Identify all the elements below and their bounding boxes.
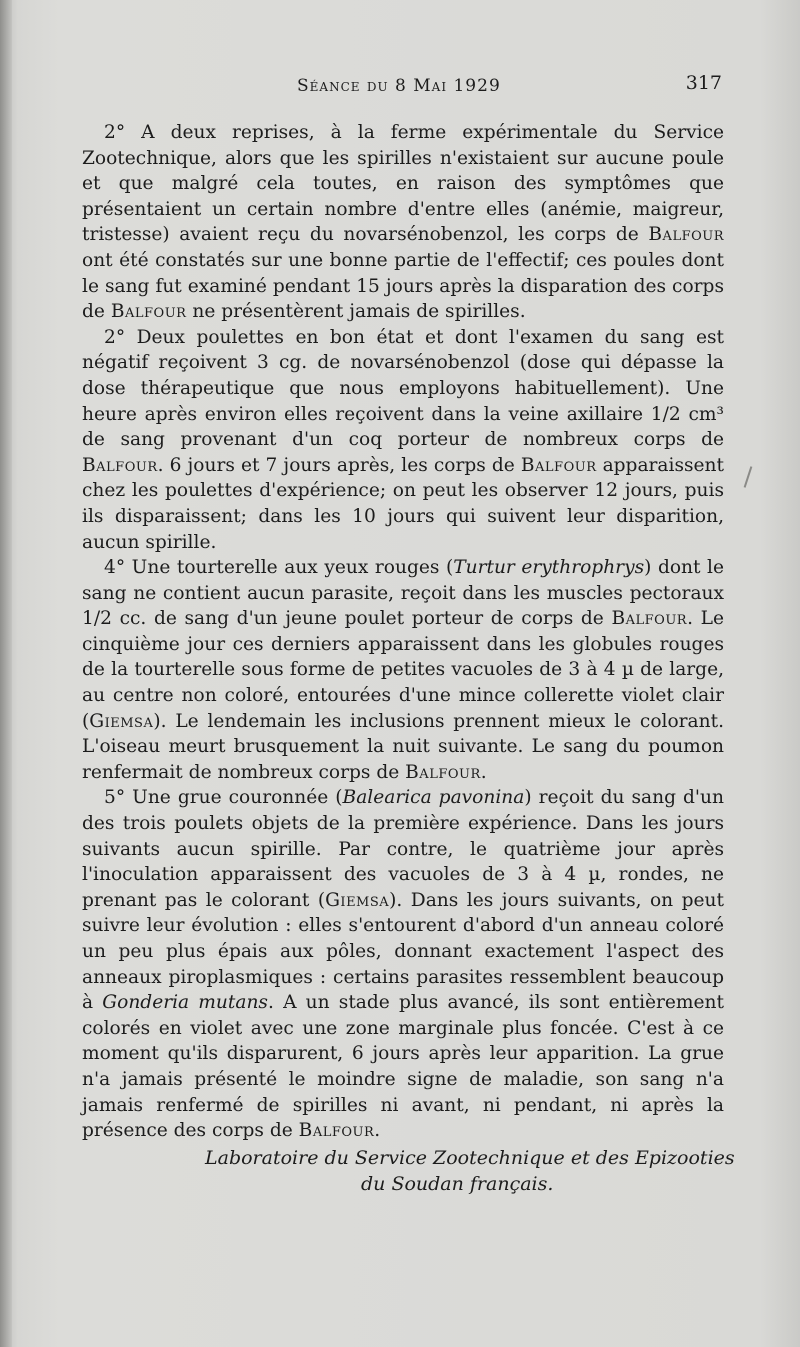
text-run: 5° Une grue couronnée ( bbox=[104, 787, 343, 809]
paragraph bbox=[82, 785, 724, 1143]
running-head bbox=[82, 72, 722, 106]
page-spine-shadow bbox=[0, 0, 12, 1347]
species-name: Balearica pavonina bbox=[342, 787, 525, 809]
author-name: Balfour bbox=[298, 1120, 375, 1142]
text-run: 2° Deux poulettes en bon état et dont l'examen du sang est négatif reçoivent 3 cg. de novarsénobenzol (dose qui dépasse la dose thérapeutique que nous employons habituellement). Une heure après environ elles reçoivent dans la veine axillaire 1/2 cm³ de sang provenant d'un coq porteur de nombreux corps de bbox=[82, 326, 724, 451]
author-name: Balfour bbox=[110, 301, 187, 323]
text-run: ne présentèrent jamais de spirilles. bbox=[186, 301, 526, 323]
text-run: ) dont le sang ne contient aucun parasite, reçoit dans les muscles pectoraux 1/2 cc. de sang d'un jeune poulet porteur de corps de bbox=[82, 557, 724, 630]
author-name: Giemsa bbox=[325, 889, 390, 911]
text-run: 4° Une tourterelle aux yeux rouges ( bbox=[104, 557, 454, 579]
signature-line-2: du Soudan français. bbox=[361, 1173, 554, 1195]
author-name: Balfour bbox=[405, 761, 481, 783]
author-name: Balfour bbox=[82, 454, 158, 476]
species-name: Gonderia mutans bbox=[102, 992, 268, 1014]
text-run: . bbox=[480, 761, 487, 783]
text-run: ont été constatés sur une bonne partie de l'effectif; ces poules dont le sang fut examiné pendant 15 jours après la disparation des corps de bbox=[82, 249, 724, 323]
author-name: Balfour bbox=[611, 608, 688, 630]
text-run: ) reçoit du sang d'un des trois poulets objets de la première expérience. Dans les jours suivants aucun spirille. Par contre, le quatrième jour après l'inoculation apparaissent des vacuoles de 3 à 4 µ, rondes, ne prenant pas le colorant ( bbox=[82, 787, 724, 911]
text-run: . bbox=[374, 1120, 381, 1142]
author-name: Giemsa bbox=[89, 710, 154, 732]
page-number: 317 bbox=[685, 72, 722, 94]
author-name: Balfour bbox=[648, 224, 724, 246]
body-text bbox=[82, 120, 724, 1144]
text-run: . 6 jours et 7 jours après, les corps de bbox=[157, 454, 521, 476]
text-run: ). Le lendemain les inclusions prennent mieux le colorant. L'oiseau meurt brusquement la nuit suivante. Le sang du poumon renfermait de nombreux corps de bbox=[82, 710, 724, 783]
paragraph bbox=[82, 325, 724, 555]
text-run: apparaissent chez les poulettes d'expérience; on peut les observer 12 jours, puis ils disparaissent; dans les 10 jours qui suivent leur disparition, aucun spirille. bbox=[82, 454, 724, 553]
laboratory-signature bbox=[150, 1145, 770, 1197]
species-name: Turtur erythrophrys bbox=[453, 557, 645, 579]
paragraph bbox=[82, 555, 724, 785]
text-run: 2° A deux reprises, à la ferme expérimentale du Service Zootechnique, alors que les spirilles n'existaient sur aucune poule et que malgré cela toutes, en raison des symptômes que présentaient un certain nombre d'entre elles (anémie, maigreur, tristesse) avaient reçu du novarsénobenzol, les corps de bbox=[82, 122, 724, 246]
text-run: . A un stade plus avancé, ils sont entièrement colorés en violet avec une zone marginale plus foncée. C'est à ce moment qu'ils disparurent, 6 jours après leur apparition. La grue n'a jamais présenté le moindre signe de maladie, son sang n'a jamais renfermé de spirilles ni avant, ni pendant, ni après la présence des corps de bbox=[82, 992, 725, 1142]
paragraph bbox=[82, 120, 724, 325]
text-run: . Le cinquième jour ces derniers apparaissent dans les globules rouges de la tourterelle sous forme de petites vacuoles de 3 à 4 µ de large, au centre non coloré, entourées d'une mince collerette violet clair ( bbox=[82, 608, 724, 732]
running-head-title: Séance du 8 Mai 1929 bbox=[297, 76, 501, 96]
text-run: ). Dans les jours suivants, on peut suivre leur évolution : elles s'entourent d'abord d'un anneau coloré un peu plus épais aux pôles, donnant exactement l'aspect des anneaux piroplasmiques : certains parasites ressemblent beaucoup à bbox=[82, 889, 724, 1014]
signature-line-1: Laboratoire du Service Zootechnique et des Epizooties bbox=[205, 1147, 735, 1169]
margin-pencil-mark bbox=[744, 466, 753, 488]
author-name: Balfour bbox=[520, 454, 597, 476]
